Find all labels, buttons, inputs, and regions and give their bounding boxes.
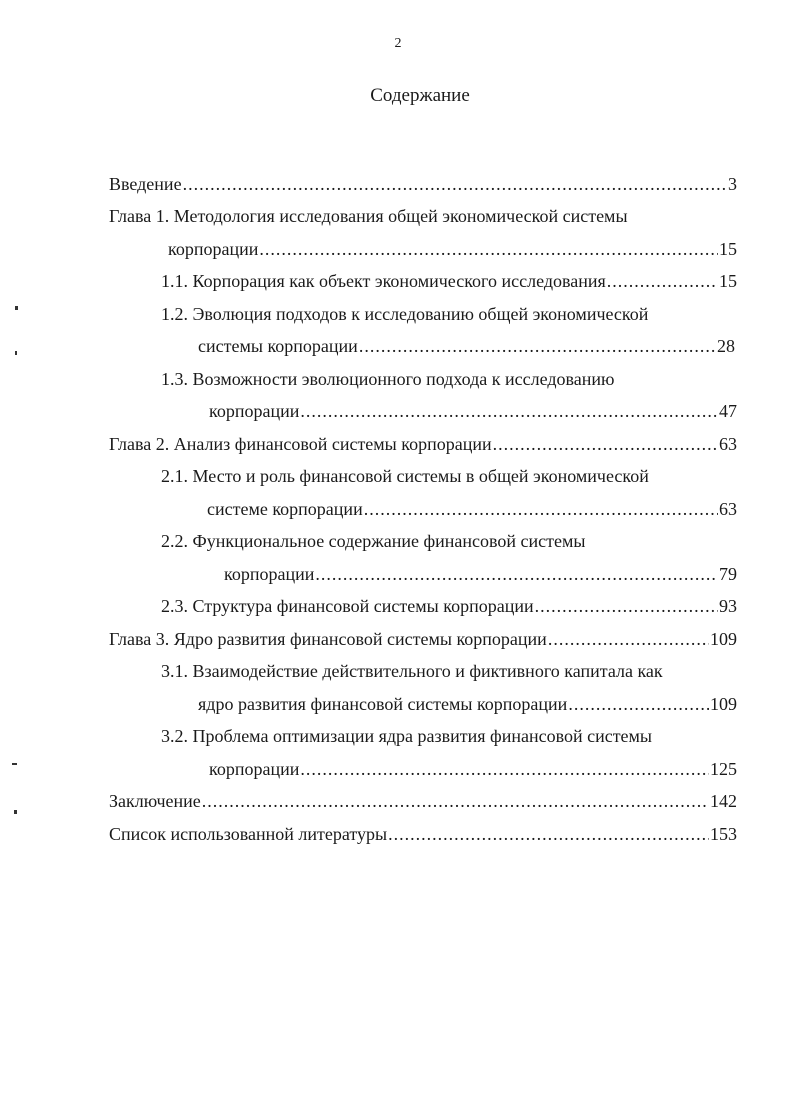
dot-leader: [388, 822, 709, 846]
toc-entry-2-2-title: 2.2. Функциональное содержание финансовой системы: [161, 531, 586, 551]
dot-leader: [202, 789, 709, 813]
toc-entry-label: корпорации: [168, 239, 259, 259]
dot-leader: [493, 432, 718, 456]
toc-entry-2-1-title: 2.1. Место и роль финансовой системы в общей экономической: [161, 466, 649, 486]
toc-entry-bibliography: [109, 822, 737, 846]
toc-entry-label: ядро развития финансовой системы корпорации: [198, 694, 568, 714]
toc-entry-label: системы корпорации: [198, 336, 358, 356]
dot-leader: [568, 692, 709, 716]
toc-entry-label: корпорации: [209, 401, 300, 421]
toc-entry-1-3-title: 1.3. Возможности эволюционного подхода к исследованию: [161, 369, 615, 389]
scan-speck: [15, 306, 18, 310]
toc-entry-intro: [109, 172, 737, 196]
toc-entry-label: корпорации: [224, 564, 315, 584]
toc-entry-label: Глава 2. Анализ финансовой системы корпорации: [109, 434, 492, 454]
toc-entry-chapter-3: [109, 627, 737, 651]
toc-entry-label: Список использованной литературы: [109, 824, 388, 844]
dot-leader: [359, 334, 716, 358]
toc-entry-1-1: [161, 269, 737, 293]
toc-entry-2-1: [207, 497, 737, 521]
toc-page-number: 93: [719, 596, 737, 616]
toc-entry-3-2: [209, 757, 737, 781]
toc-entry-chapter-2: [109, 432, 737, 456]
toc-entry-chapter-1: [168, 237, 737, 261]
toc-page-number: 109: [710, 694, 737, 714]
dot-leader: [300, 399, 718, 423]
toc-page-number: 109: [710, 629, 737, 649]
toc-page-number: 28: [717, 336, 735, 356]
toc-entry-label: 1.1. Корпорация как объект экономического исследования: [161, 271, 606, 291]
toc-page-number: 63: [719, 434, 737, 454]
toc-page-number: 15: [719, 271, 737, 291]
toc-page-number: 153: [710, 824, 737, 844]
toc-page-number: 79: [719, 564, 737, 584]
toc-entry-2-3: [161, 594, 737, 618]
toc-entry-3-2-title: 3.2. Проблема оптимизации ядра развития финансовой системы: [161, 726, 653, 746]
toc-entry-label: корпорации: [209, 759, 300, 779]
toc-entry-3-1-title: 3.1. Взаимодействие действительного и фиктивного капитала как: [161, 661, 663, 681]
scan-speck: [15, 351, 17, 355]
dot-leader: [364, 497, 718, 521]
toc-page-number: 3: [728, 174, 737, 194]
dot-leader: [548, 627, 709, 651]
toc-chapter-1-title: Глава 1. Методология исследования общей экономической системы: [109, 206, 628, 226]
toc-entry-1-3: [209, 399, 737, 423]
toc-page-number: 63: [719, 499, 737, 519]
toc-entry-label: Заключение: [109, 791, 201, 811]
toc-page-number: 142: [710, 791, 737, 811]
dot-leader: [300, 757, 709, 781]
toc-title: Содержание: [370, 85, 470, 106]
toc-entry-2-2: [224, 562, 737, 586]
dot-leader: [315, 562, 718, 586]
toc-entry-1-2-title: 1.2. Эволюция подходов к исследованию общей экономической: [161, 304, 649, 324]
dot-leader: [183, 172, 727, 196]
toc-entry-label: системе корпорации: [207, 499, 363, 519]
toc-page-number: 15: [719, 239, 737, 259]
scan-speck: [12, 763, 17, 765]
toc-entry-1-2: [198, 334, 735, 358]
toc-entry-label: 2.3. Структура финансовой системы корпорации: [161, 596, 534, 616]
toc-entry-label: Введение: [109, 174, 182, 194]
scan-speck: [14, 810, 17, 814]
toc-entry-label: Глава 3. Ядро развития финансовой системы корпорации: [109, 629, 547, 649]
toc-entry-3-1: [198, 692, 737, 716]
toc-page-number: 125: [710, 759, 737, 779]
dot-leader: [259, 237, 718, 261]
toc-entry-conclusion: [109, 789, 737, 813]
toc-page-number: 47: [719, 401, 737, 421]
dot-leader: [535, 594, 718, 618]
page-number: 2: [394, 36, 402, 51]
dot-leader: [607, 269, 718, 293]
